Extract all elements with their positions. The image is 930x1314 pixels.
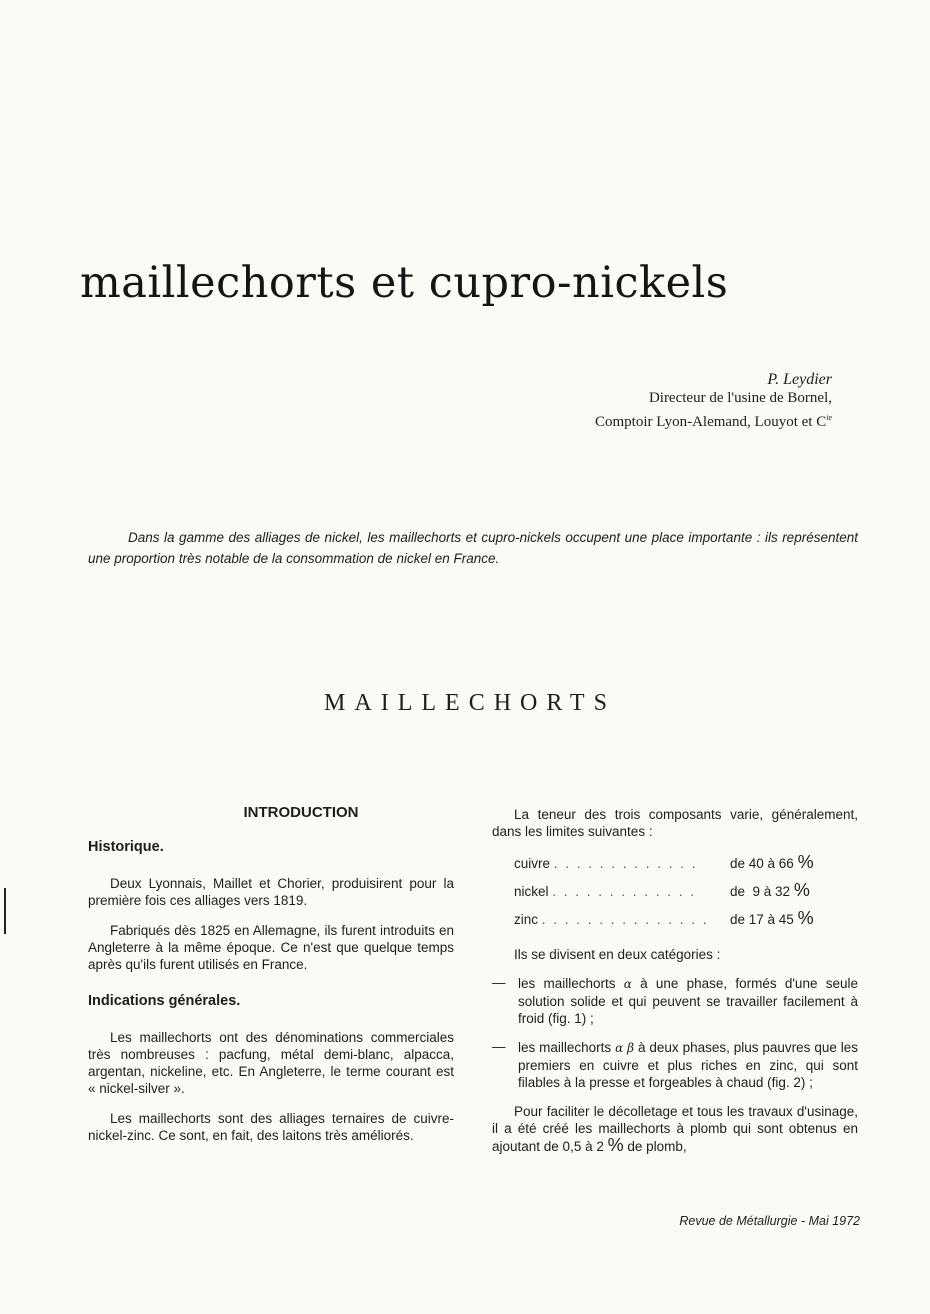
indications-paragraph-1: Les maillechorts ont des dénominations commerciales très nombreuses : pacfung, métal demi-blanc, alpacca, argentan, nickeline, etc. En Angleterre, le terme courant est « nickel-silver ». xyxy=(88,1030,454,1096)
element-name: nickel xyxy=(514,884,549,899)
composition-row xyxy=(514,908,858,936)
author-suffix: ie xyxy=(826,413,832,422)
element-name: cuivre xyxy=(514,856,551,871)
element-range: de 9 à 32 xyxy=(730,884,791,899)
historique-heading: Historique. xyxy=(88,839,164,855)
composition-row xyxy=(514,880,858,908)
category-item-alpha-beta: — les maillechorts α β à deux phases, plus pauvres que les premiers en cuivre et plus riches en zinc, qui sont filables à la presse et forgeables à chaud (fig. 2) ; xyxy=(492,1039,858,1090)
margin-mark xyxy=(4,888,6,934)
leader-dots: . . . . . . . . . . . . . . . xyxy=(541,912,709,927)
category-item-alpha: — les maillechorts α à une phase, formés d'une seule solution solide et qui peuvent se travailler facilement à froid (fig. 1) ; xyxy=(492,975,858,1026)
percent-sign: % xyxy=(797,852,814,872)
left-column xyxy=(88,804,454,1144)
element-range: de 40 à 66 xyxy=(730,856,794,871)
section-heading: MAILLECHORTS xyxy=(324,690,616,716)
greek-alpha-beta: α β xyxy=(615,1041,635,1055)
author-name: P. Leydier xyxy=(767,371,832,388)
introduction-heading: INTRODUCTION xyxy=(243,804,359,821)
percent-sign: % xyxy=(793,880,810,900)
article-title: maillechorts et cupro-nickels xyxy=(80,258,729,308)
page-footer: Revue de Métallurgie - Mai 1972 xyxy=(679,1214,860,1228)
leader-dots: . . . . . . . . . . . . . xyxy=(553,856,698,871)
abstract: Dans la gamme des alliages de nickel, les maillechorts et cupro-nickels occupent une place importante : ils représentent une proportion très notable de la consommation de nickel en France. xyxy=(88,530,858,566)
author-affiliation-line2: Comptoir Lyon-Alemand, Louyot et $C^{ie}$ xyxy=(594,413,832,430)
dash-bullet: — xyxy=(492,975,506,990)
composition-table xyxy=(514,852,858,936)
historique-paragraph-1: Deux Lyonnais, Maillet et Chorier, produisirent pour la première fois ces alliages vers 1819. xyxy=(88,876,454,908)
percent-sign: % xyxy=(607,1135,624,1155)
lead-alloy-paragraph: Pour faciliter le décolletage et tous les travaux d'usinage, il a été créé les maillechorts à plomb qui sont obtenus en ajoutant de 0,5 à 2 % de plomb, xyxy=(492,1104,858,1155)
dash-bullet: — xyxy=(492,1039,506,1054)
indications-heading: Indications générales. xyxy=(88,993,241,1009)
author-affiliation-line1: Directeur de l'usine de Bornel, xyxy=(648,390,832,406)
composition-row xyxy=(514,852,858,880)
right-column xyxy=(492,806,858,1155)
author-block xyxy=(432,370,832,432)
historique-paragraph-2: Fabriqués dès 1825 en Allemagne, ils furent introduits en Angleterre à la même époque. Ce n'est que quelque temps après qu'ils furent utilisés en France. xyxy=(88,923,454,972)
greek-alpha: α xyxy=(623,977,632,991)
element-name: zinc xyxy=(514,912,539,927)
percent-sign: % xyxy=(797,908,814,928)
element-range: de 17 à 45 xyxy=(730,912,794,927)
categories-intro: Ils se divisent en deux catégories : xyxy=(514,947,721,962)
leader-dots: . . . . . . . . . . . . . xyxy=(552,884,697,899)
composition-lead: La teneur des trois composants varie, généralement, dans les limites suivantes : xyxy=(492,807,858,839)
indications-paragraph-2: Les maillechorts sont des alliages ternaires de cuivre-nickel-zinc. Ce sont, en fait, des laitons très améliorés. xyxy=(88,1111,454,1143)
